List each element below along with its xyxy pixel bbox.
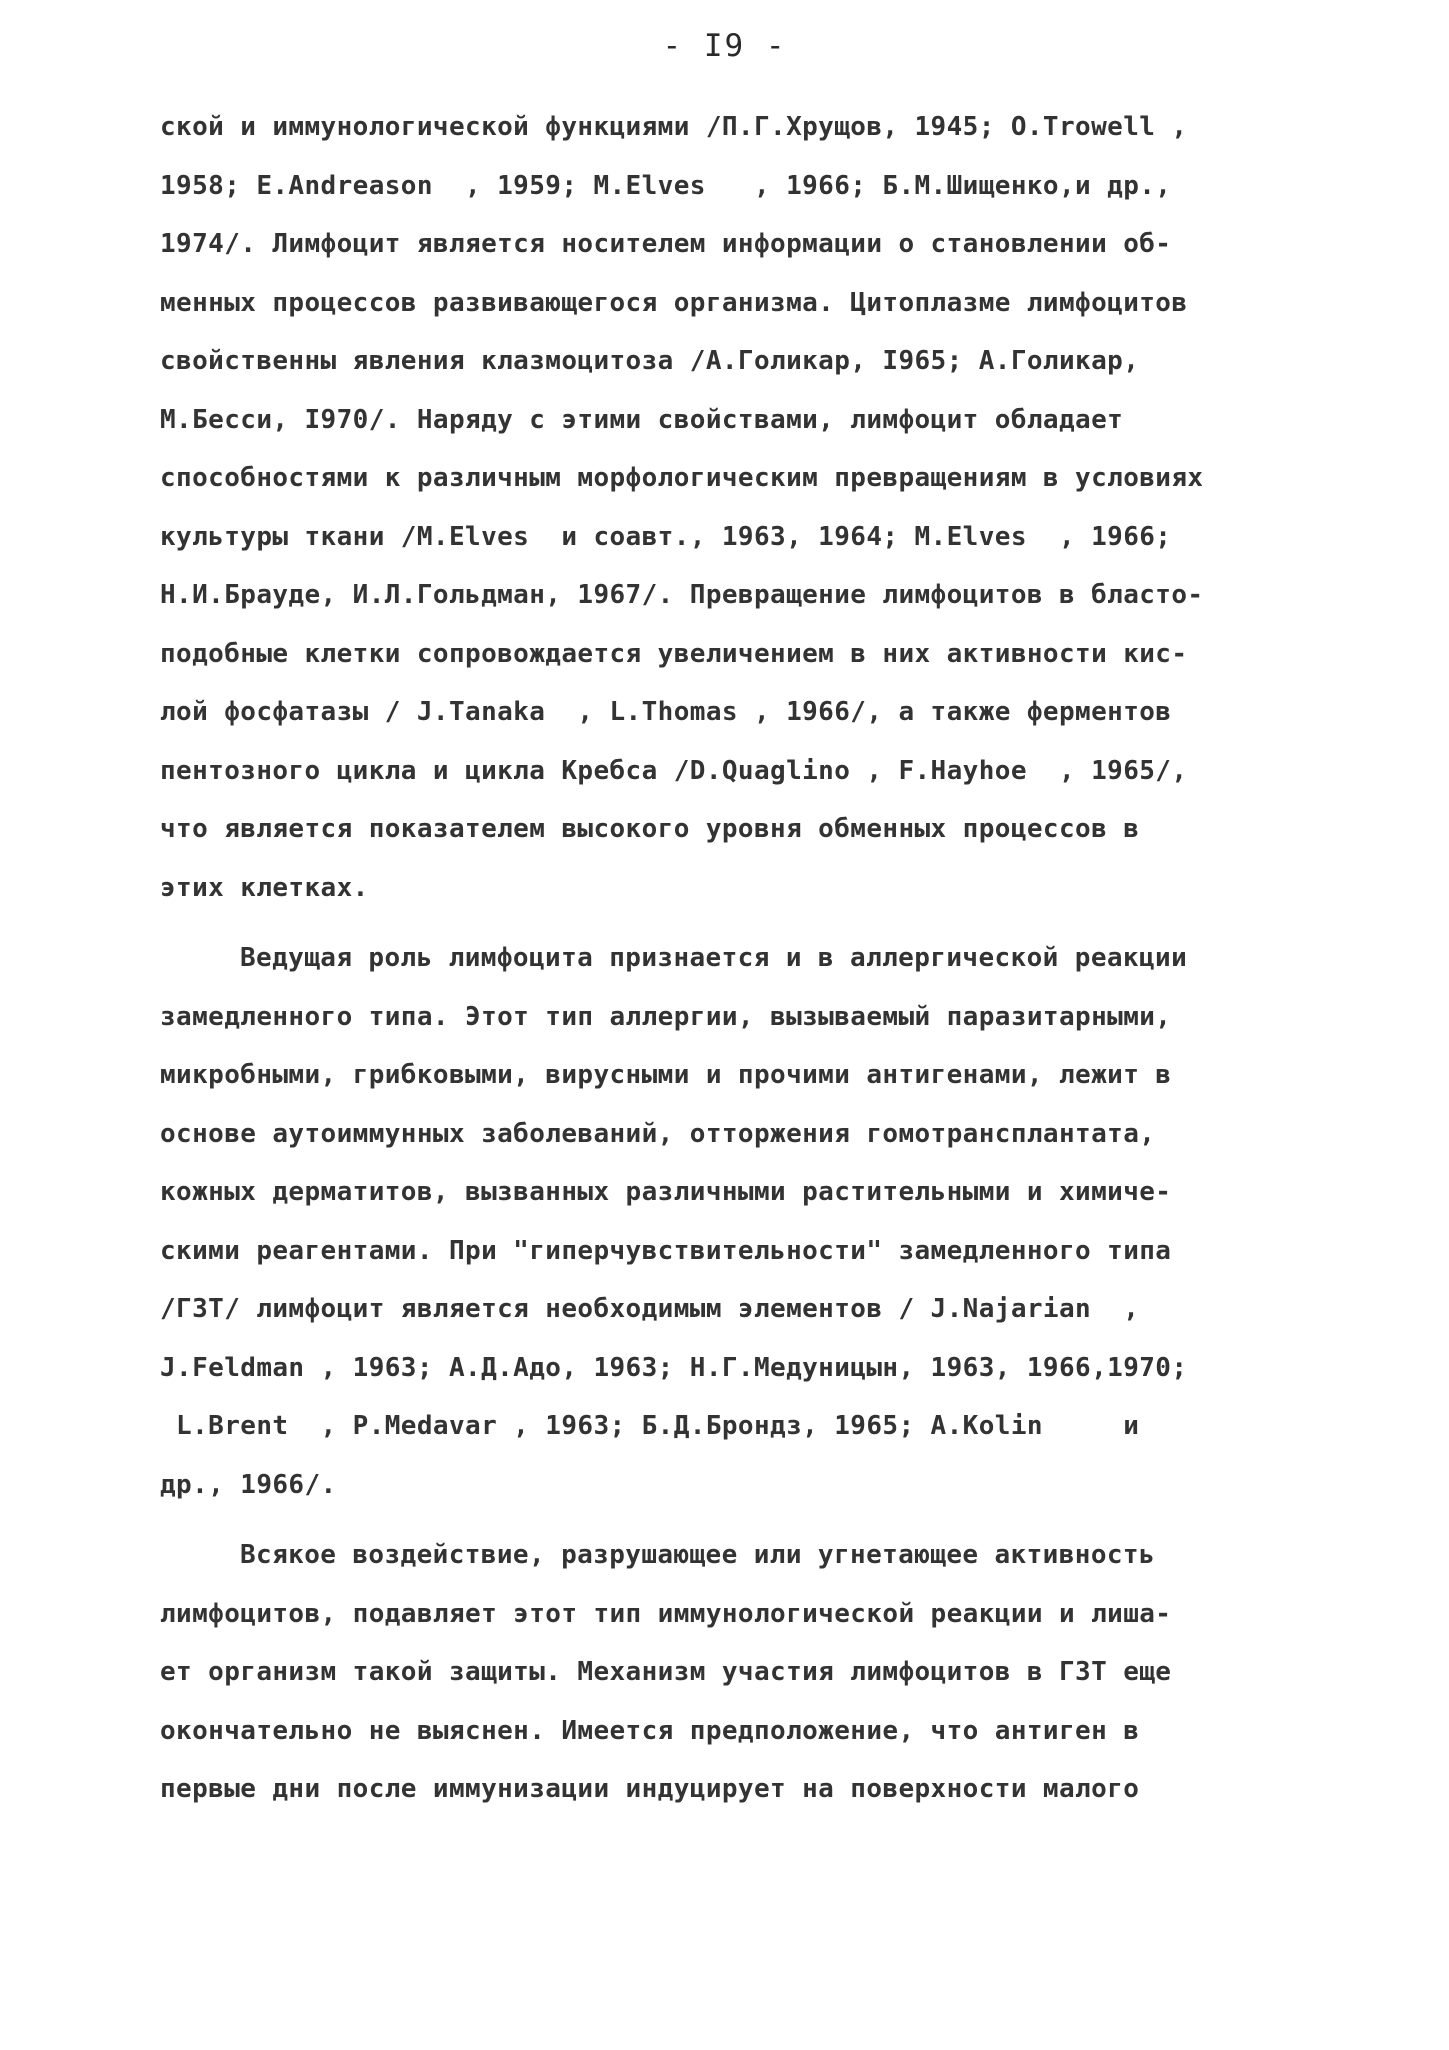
text-line: способностями к различным морфологическим превращениям в условиях — [160, 463, 1204, 493]
text-line: пентозного цикла и цикла Кребса /D.Quaglino , F.Hayhoe , 1965/, — [160, 755, 1188, 786]
text-line: 1974/. Лимфоцит является носителем информации о становлении об- — [160, 229, 1172, 259]
paragraph-gap — [160, 1514, 1340, 1526]
text-line: замедленного типа. Этот тип аллергии, вызываемый паразитарными, — [160, 1001, 1172, 1032]
text-line: др., 1966/. — [160, 1469, 337, 1500]
text-line: культуры ткани /M.Elves и соавт., 1963, 1964; M.Elves , 1966; — [160, 521, 1172, 552]
text-line: скими реагентами. При "гиперчувствительности" замедленного типа — [160, 1235, 1172, 1266]
text-line: лимфоцитов, подавляет этот тип иммунологической реакции и лиша- — [160, 1598, 1172, 1629]
paragraph-1 — [160, 98, 1340, 917]
paragraph-2 — [160, 929, 1340, 1514]
paragraph-gap — [160, 917, 1340, 929]
text-line: этих клетках. — [160, 872, 369, 903]
text-line: микробными, грибковыми, вирусными и прочими антигенами, лежит в — [160, 1060, 1172, 1090]
text-line: /ГЗТ/ лимфоцит является необходимым элементов / J.Najarian , — [160, 1294, 1140, 1324]
text-line: свойственны явления клазмоцитоза /А.Голикар, I965; А.Голикар, — [160, 346, 1140, 376]
page-number: - I9 - — [662, 28, 787, 64]
text-line: подобные клетки сопровождается увеличением в них активности кис- — [160, 638, 1188, 669]
text-line: L.Brent , P.Medavar , 1963; Б.Д.Брондз, 1965; A.Kolin и — [160, 1411, 1140, 1441]
text-line: J.Feldman , 1963; А.Д.Адо, 1963; Н.Г.Медуницын, 1963, 1966,1970; — [160, 1352, 1188, 1383]
text-line: М.Бесси, I970/. Наряду с этими свойствами, лимфоцит обладает — [160, 404, 1124, 435]
text-line: окончательно не выяснен. Имеется предположение, что антиген в — [160, 1715, 1140, 1746]
paragraph-3 — [160, 1526, 1340, 1819]
text-line: менных процессов развивающегося организма. Цитоплазме лимфоцитов — [160, 287, 1188, 318]
text-line: кожных дерматитов, вызванных различными растительными и химиче- — [160, 1177, 1172, 1207]
document-body — [160, 98, 1340, 1819]
text-line: 1958; E.Andreason , 1959; M.Elves , 1966; Б.М.Шищенко,и др., — [160, 170, 1172, 201]
text-line: Н.И.Брауде, И.Л.Гольдман, 1967/. Превращение лимфоцитов в бласто- — [160, 580, 1204, 610]
text-line: ет организм такой защиты. Механизм участия лимфоцитов в ГЗТ еще — [160, 1657, 1172, 1687]
text-line: Всякое воздействие, разрушающее или угнетающее активность — [240, 1540, 1156, 1570]
text-line: основе аутоиммунных заболеваний, отторжения гомотрансплантата, — [160, 1118, 1156, 1149]
text-line: первые дни после иммунизации индуцирует на поверхности малого — [160, 1774, 1140, 1804]
text-line: Ведущая роль лимфоцита признается и в аллергической реакции — [240, 943, 1188, 973]
text-line: лой фосфатазы / J.Tanaka , L.Thomas , 1966/, а также ферментов — [160, 697, 1172, 727]
text-line: ской и иммунологической функциями /П.Г.Хрущов, 1945; O.Trowell , — [160, 112, 1188, 142]
text-line: что является показателем высокого уровня обменных процессов в — [160, 814, 1140, 844]
